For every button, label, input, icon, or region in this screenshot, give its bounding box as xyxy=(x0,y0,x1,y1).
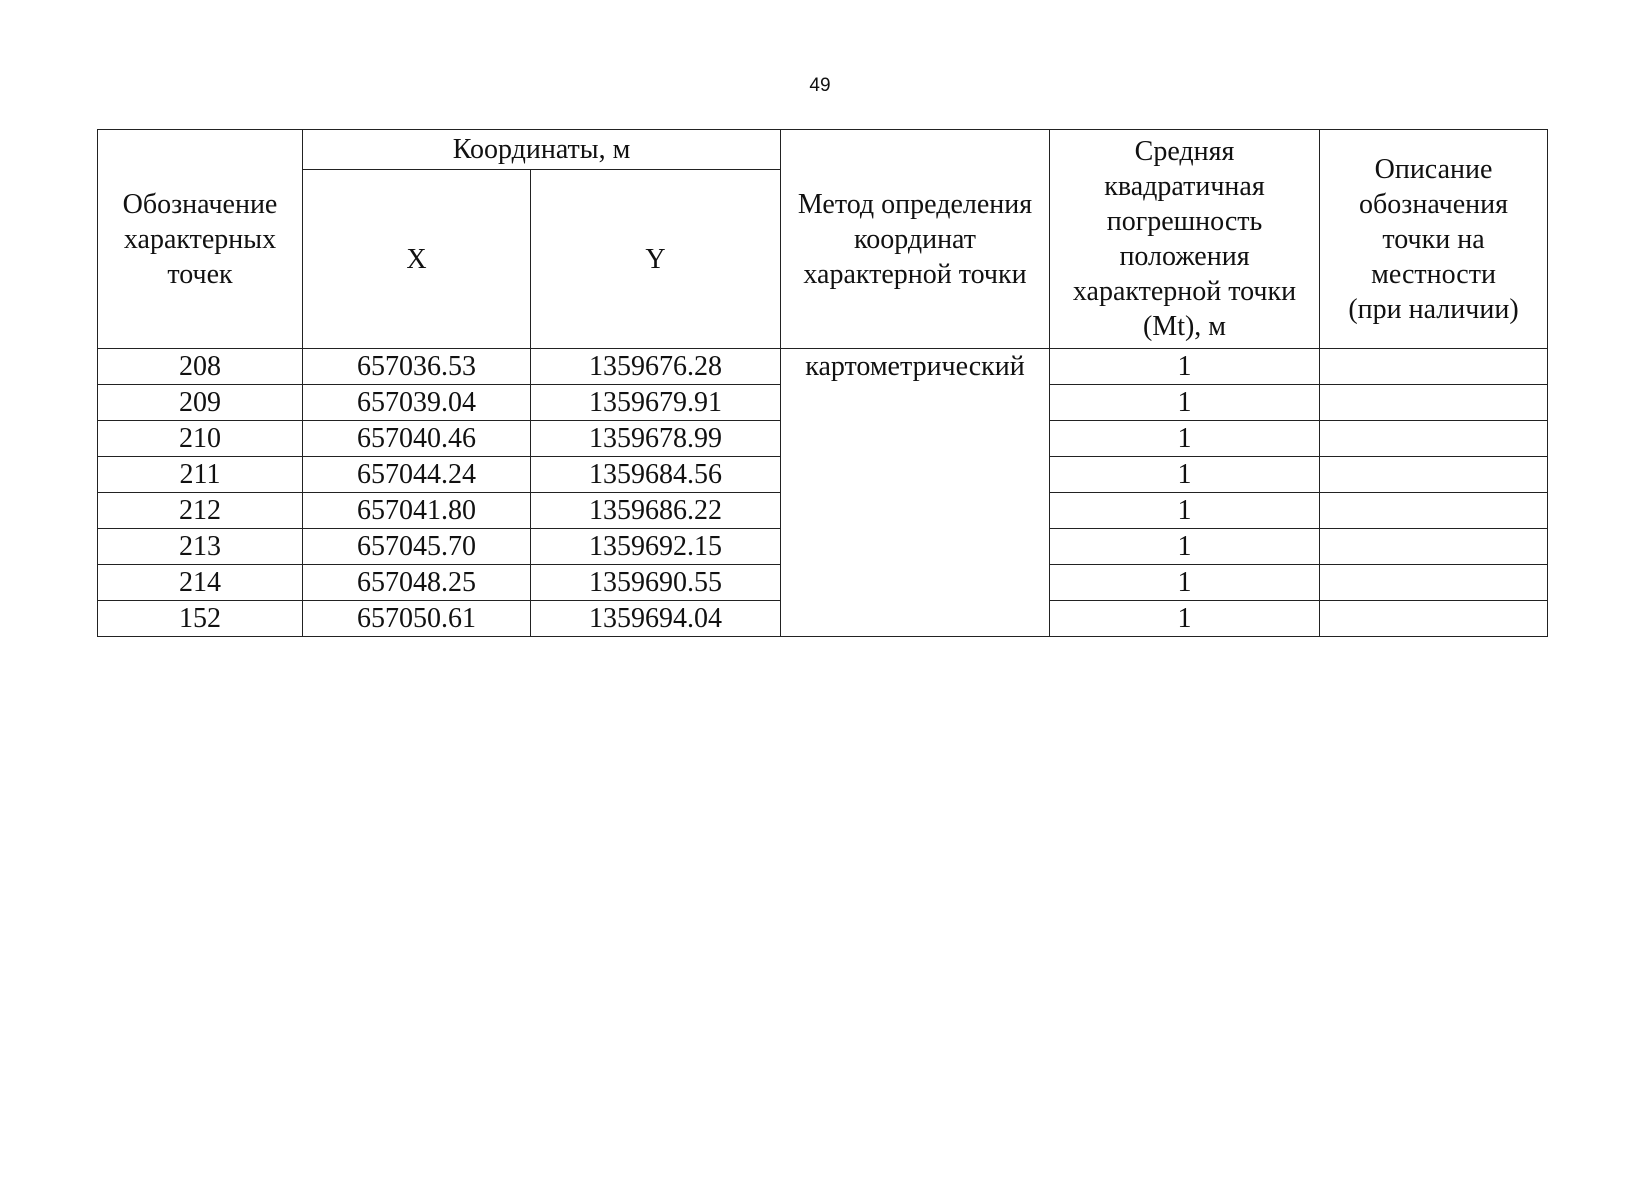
cell-x: 657040.46 xyxy=(303,421,531,457)
header-coordinates: Координаты, м xyxy=(303,130,781,170)
cell-description xyxy=(1320,565,1548,601)
cell-point: 208 xyxy=(98,349,303,385)
cell-description xyxy=(1320,421,1548,457)
header-x: X xyxy=(303,170,531,349)
cell-point: 212 xyxy=(98,493,303,529)
cell-x: 657036.53 xyxy=(303,349,531,385)
header-row-1 xyxy=(98,130,1548,170)
cell-y: 1359692.15 xyxy=(531,529,781,565)
table-header xyxy=(98,130,1548,349)
cell-error: 1 xyxy=(1050,565,1320,601)
cell-y: 1359690.55 xyxy=(531,565,781,601)
cell-y: 1359679.91 xyxy=(531,385,781,421)
cell-description xyxy=(1320,601,1548,637)
cell-method xyxy=(781,349,1050,637)
page-number: 49 xyxy=(809,75,831,96)
cell-error: 1 xyxy=(1050,601,1320,637)
cell-point: 211 xyxy=(98,457,303,493)
coordinates-table xyxy=(97,129,1548,637)
cell-y: 1359678.99 xyxy=(531,421,781,457)
cell-error: 1 xyxy=(1050,385,1320,421)
table-body xyxy=(98,349,1548,637)
cell-x: 657050.61 xyxy=(303,601,531,637)
table-row xyxy=(98,349,1548,385)
cell-description xyxy=(1320,493,1548,529)
cell-error: 1 xyxy=(1050,493,1320,529)
cell-y: 1359694.04 xyxy=(531,601,781,637)
cell-y: 1359684.56 xyxy=(531,457,781,493)
header-description: Описание обозначения точки на местности (при наличии) xyxy=(1320,130,1548,349)
cell-description xyxy=(1320,349,1548,385)
cell-y: 1359676.28 xyxy=(531,349,781,385)
cell-error: 1 xyxy=(1050,457,1320,493)
cell-y: 1359686.22 xyxy=(531,493,781,529)
cell-error: 1 xyxy=(1050,349,1320,385)
cell-description xyxy=(1320,529,1548,565)
header-mean-square-error: Средняя квадратичная погрешность положения характерной точки (Mt), м xyxy=(1050,130,1320,349)
method-value: картометрический xyxy=(805,351,1025,382)
header-y: Y xyxy=(531,170,781,349)
cell-x: 657039.04 xyxy=(303,385,531,421)
cell-description xyxy=(1320,385,1548,421)
cell-point: 209 xyxy=(98,385,303,421)
cell-point: 214 xyxy=(98,565,303,601)
cell-point: 213 xyxy=(98,529,303,565)
cell-description xyxy=(1320,457,1548,493)
header-method: Метод определения координат характерной точки xyxy=(781,130,1050,349)
cell-error: 1 xyxy=(1050,529,1320,565)
cell-error: 1 xyxy=(1050,421,1320,457)
cell-x: 657041.80 xyxy=(303,493,531,529)
cell-x: 657044.24 xyxy=(303,457,531,493)
cell-point: 210 xyxy=(98,421,303,457)
cell-x: 657048.25 xyxy=(303,565,531,601)
header-point-designation: Обозначение характерных точек xyxy=(98,130,303,349)
cell-point: 152 xyxy=(98,601,303,637)
cell-x: 657045.70 xyxy=(303,529,531,565)
